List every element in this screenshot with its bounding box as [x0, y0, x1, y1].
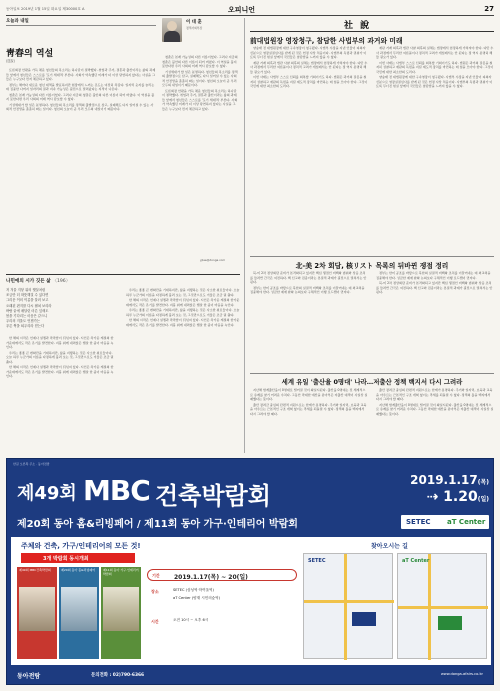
editorial-paragraph: 정부는 한미 공조를 바탕으로 북한의 실질적 비핵화 조치를 이끌어내는 데 외교력을 집중해야 한다. 성급한 제재 완화 논의보다 구체적인 이행 로드맵이 먼저다.: [376, 271, 491, 280]
ad-date-start-day: (목): [477, 479, 489, 486]
poem-paragraph: 우리는 종종 큰 변화만을 기대하지만, 삶을 지탱하는 것은 사소한 위로들이다. 오늘 하루 누군가의 이름을 다정하게 불러 보는 것, 그것만으로도 겨울은 조금 덜 춥다.: [126, 308, 240, 317]
ad-date-end-day: (일): [477, 496, 489, 503]
ad-expo-label: 제11회 동아 가구·인테리어 박람회: [103, 568, 139, 576]
poem-line: 우리의 겨울도 언젠가는: [6, 319, 40, 324]
column-body-continued: [162, 55, 238, 255]
ad-headline: 건축박람회: [155, 482, 271, 510]
column-paragraph: 청춘은 본래 가능성의 다른 이름이었다. 그러나 지금의 청춘은 불안의 다른 이름이 되어 버렸다. 이 역설을 풀지 못한다면 우리 사회의 미래 역시 담보할 수 없다.: [162, 55, 238, 68]
ad-subheadline: 제20회 동아 홈&리빙페어 / 제11회 동아 가구·인테리어 박람회: [17, 519, 298, 530]
editorial-body: [376, 388, 494, 452]
ad-headline-row: [17, 473, 317, 513]
poem-kicker: [6, 278, 70, 284]
ad-details: [147, 567, 297, 657]
masthead-info: 동아일보 2019년 1월 15일 화요일 제30000호 A: [6, 7, 85, 11]
ad-route-title: 찾아오시는 길: [371, 543, 408, 550]
editorial-paragraph: 이번 사태는 사법부 스스로 신뢰를 회복할 기회이기도 하다. 법원은 과거의 잘못을 철저히 성찰하고 재판의 독립을 지킬 제도적 장치를 마련하는 데 힘을 모아야 한다. 그것이 국민에 대한 최소한의 도리다.: [250, 75, 368, 88]
editorial-paragraph: 출산 장려금 중심의 단편적 지원으로는 한계가 분명하다. 주거와 일자리, 보육과 교육을 아우르는 근본적인 구조 개혁 없이는 추세를 되돌릴 수 없다. 정책의 틀을 백지에서 다시 그려야 할 때다.: [376, 388, 493, 401]
poem-line: 바람 끝에 매달린 마른 잎새도: [6, 308, 49, 313]
ad-hours-value: 오전 10시 ~ 오후 6시: [173, 618, 209, 622]
column-paragraph: 청춘은 본래 가능성의 다른 이름이었다. 그러나 지금의 청춘은 불안의 다른 이름이 되어 버렸다. 이 역설을 풀지 못한다면 우리 사회의 미래 역시 담보할 수 없다.: [6, 92, 155, 101]
ad-hours-row: [147, 617, 297, 629]
editorial-rule: [250, 31, 494, 32]
setec-logo: SETEC: [406, 518, 431, 526]
poem-section: [6, 278, 240, 454]
editorial-section: [250, 18, 494, 453]
ad-footer-org: 동아전람: [17, 673, 41, 680]
poem-line: 오래된 편지를 다시 펼쳐 보리라: [6, 303, 52, 308]
ad-period-row: [147, 569, 297, 581]
ad-place-setec: SETEC (삼성역·학여울역): [173, 588, 214, 592]
ad-expo-photo: [61, 587, 97, 631]
poem-commentary: [6, 336, 116, 451]
poem-line: 푸른 싹을 틔우리라 믿는다: [6, 324, 45, 329]
ad-expo-box-1: [17, 567, 57, 659]
setec-map-label: SETEC: [308, 558, 326, 564]
column-body: [6, 68, 156, 266]
editorial-headline: 前대법원장 영장청구, 참담한 사법부의 과거와 미래: [250, 37, 403, 45]
poem-line: 조금만 더 따뜻해질 수 있다면: [6, 293, 49, 298]
ad-expo-box-3: [101, 567, 141, 659]
ad-edition: 제49회: [17, 483, 77, 504]
ad-place-label: 장소: [151, 589, 159, 594]
poem-paragraph: 우리는 종종 큰 변화만을 기대하지만, 삶을 지탱하는 것은 사소한 위로들이다. 오늘 하루 누군가의 이름을 다정하게 불러 보는 것, 그것만으로도 겨울은 조금 덜 춥다.: [6, 350, 114, 364]
editorial-headline: 北-美 2차 회담, 核リスト 목록의 뒤바뀐 쟁점 정리: [295, 262, 449, 270]
editorial-paragraph: 정부는 한미 공조를 바탕으로 북한의 실질적 비핵화 조치를 이끌어내는 데 외교력을 집중해야 한다. 성급한 제재 완화 논의보다 구체적인 이행 로드맵이 먼저다.: [250, 285, 365, 294]
author-photo: [162, 18, 182, 42]
ad-place-at: aT Center (양재 시민의숲역): [173, 596, 221, 600]
editorial-body: [250, 46, 368, 236]
poem-kicker-text: 나민애의 시가 깃든 삶: [6, 279, 51, 284]
section-title: 오피니언: [228, 6, 256, 14]
ad-map-at: [397, 553, 487, 659]
editorial-body: [250, 388, 368, 452]
column-section: [6, 18, 156, 268]
editorial-paragraph: 지난해 합계출산율이 0명대로 떨어질 것이 확실시된다. 출산율 0명대는 전 세계적으로 유례를 찾기 어려운 수치다. 그동안 막대한 예산을 쏟아부은 저출산 대책이 사실상 실패했다는 뜻이다.: [250, 388, 368, 401]
at-center-logo: aT Center: [447, 518, 486, 526]
header-rule: [6, 15, 494, 16]
editorial-body: [376, 46, 494, 236]
editorial-paragraph: 북-미 2차 정상회담 준비가 본격화되고 있지만 핵심 쟁점인 비핵화 범위와 상응 조치를 둘러싼 간극은 여전하다. 핵 신고와 검증이라는 본질적 과제가 뒷전으로 밀려서는 안 된다.: [376, 281, 493, 294]
column-rule: [6, 25, 156, 26]
page-number: 27: [484, 5, 494, 13]
ad-expo-photo: [103, 587, 139, 631]
column-kicker: 오늘과 내일: [6, 19, 29, 24]
ad-expo-label: 제20회 동아 홈&리빙페어: [61, 568, 96, 572]
editorial-body: [250, 271, 368, 367]
editorial-paragraph: 지난해 합계출산율이 0명대로 떨어질 것이 확실시된다. 출산율 0명대는 전 세계적으로 유례를 찾기 어려운 수치다. 그동안 막대한 예산을 쏟아부은 저출산 대책이 사실상 실패했다는 뜻이다.: [376, 402, 494, 416]
poem-paragraph: 한 해의 시작은 언제나 설렘과 막막함이 뒤섞여 있다. 시인은 차가운 계절의 한가운데에서도 작은 온기를 발견한다. 지붕 위에 내려앉은 햇살 한 줌이 마음을 녹인다.: [126, 318, 240, 327]
ad-info-sub: 3개 박람회 동시개최: [43, 556, 89, 562]
poem-paragraph: 한 해의 시작은 언제나 설렘과 막막함이 뒤섞여 있다. 시인은 차가운 계절의 한가운데에서도 작은 온기를 발견한다. 지붕 위에 내려앉은 햇살 한 줌이 마음을 녹인다.: [6, 365, 114, 378]
ad-period-label: 기간: [152, 573, 160, 578]
poem-line: 저 겨울 지붕 위의 햇살처럼: [6, 288, 46, 292]
column-paragraph: 기성세대가 할 일은 분명하다. 청년들의 목소리를 정책의 출발점으로 삼고, 실패해도 다시 일어설 수 있는 사회적 안전망을 촘촘히 짜는 일이다. 청년의 오늘이 곧 우리 모두의 내일이기 때문이다.: [162, 69, 238, 87]
column-paragraph: 정부는 해마다 새로운 청년 대책을 발표하지만 현장에서 느끼는 온도는 여전히 차갑다. 일자리 숫자를 늘리는 데 집중한 나머지 일자리의 질과 지속 가능성은 뒷전으로 밀려났다는 지적이 나온다.: [6, 82, 155, 91]
poem-paragraph: 한 해의 시작은 언제나 설렘과 막막함이 뒤섞여 있다. 시인은 차가운 계절의 한가운데에서도 작은 온기를 발견한다. 지붕 위에 내려앉은 햇살 한 줌이 마음을 녹인다.: [126, 298, 240, 307]
ad-brand: MBC: [83, 474, 150, 507]
column-paragraph: 토론회장 안팎을 가득 채운 청년들의 목소리는 하나같이 절박했다. 취업과 주거, 결혼과 출산이라는 삶의 과제들 앞에서 청년들은 스스로를 '포기 세대'라 부른다. 사회가 약속했던 미래가 더 이상 당연하지 않다는 사실을 그들은 누구보다 먼저 체감하고 있다.: [162, 88, 238, 111]
ad-date-end: ⇢ 1.20(일): [426, 489, 489, 505]
ad-hours-label: 시간: [151, 619, 159, 624]
poem-number: 〈196〉: [52, 279, 71, 284]
poem-paragraph: 우리는 종종 큰 변화만을 기대하지만, 삶을 지탱하는 것은 사소한 위로들이다. 오늘 하루 누군가의 이름을 다정하게 불러 보는 것, 그것만으로도 겨울은 조금 덜 춥다.: [126, 288, 240, 297]
editorial-paragraph: 북-미 2차 정상회담 준비가 본격화되고 있지만 핵심 쟁점인 비핵화 범위와 상응 조치를 둘러싼 간극은 여전하다. 핵 신고와 검증이라는 본질적 과제가 뒷전으로 밀려서는 안 된다.: [250, 271, 367, 284]
poem-rule-top: [6, 274, 240, 275]
ad-date-start: [401, 473, 489, 487]
ad-expo-photo: [19, 587, 55, 631]
poem-commentary: [126, 288, 240, 451]
ad-top-note: 한길 오른쪽 주소 · 동아전람: [13, 462, 50, 466]
ad-venue-logos: [401, 515, 489, 529]
ad-place-row: [147, 587, 297, 617]
column-divider: [244, 18, 245, 453]
ad-footer-site: www.donga-afairs.co.kr: [440, 672, 483, 676]
ad-date-box: [401, 473, 489, 513]
ad-period-value: 2019.1.17(목) ~ 20(일): [174, 574, 248, 581]
author-role: 정책사회부장: [186, 26, 203, 30]
ad-info-title: 주체와 건축, 가구/인테리어의 모든 것!: [21, 542, 141, 550]
author-block: [162, 18, 238, 50]
poem-line: 봄을 기다리는 마음은 같으니: [6, 314, 48, 319]
column-email: yjlee@donga.com: [200, 258, 226, 262]
ad-date-end-text: 1.20: [443, 489, 478, 505]
column-title: 靑春의 역설: [6, 49, 54, 59]
poem-paragraph: 한 해의 시작은 언제나 설렘과 막막함이 뒤섞여 있다. 시인은 차가운 계절의 한가운데에서도 작은 온기를 발견한다. 지붕 위에 내려앉은 햇살 한 줌이 마음을 녹인다.: [6, 336, 114, 349]
ad-footer: [11, 669, 491, 681]
column-subtitle: (逆說): [6, 59, 15, 63]
ad-banner: [6, 458, 494, 685]
editorial-body: [376, 271, 494, 367]
editorial-paragraph: 양승태 전 대법원장에 대한 구속영장이 청구됐다. 사법부 수장을 지낸 인물이 피의자 신분으로 영장실질심사를 받게 된 것은 헌정 사상 처음이다. 사법부의 독립과 권위가 이토록 무너진 현실 앞에서 국민들은 참담함을 느끼지 않을 수 없다.: [376, 75, 493, 88]
editorial-paragraph: 출산 장려금 중심의 단편적 지원으로는 한계가 분명하다. 주거와 일자리, 보육과 교육을 아우르는 근본적인 구조 개혁 없이는 추세를 되돌릴 수 없다. 정책의 틀을 백지에서 다시 그려야 할 때다.: [250, 402, 367, 416]
editorial-paragraph: 이번 사태는 사법부 스스로 신뢰를 회복할 기회이기도 하다. 법원은 과거의 잘못을 철저히 성찰하고 재판의 독립을 지킬 제도적 장치를 마련하는 데 힘을 모아야 한다. 그것이 국민에 대한 최소한의 도리다.: [376, 60, 494, 74]
editorial-paragraph: 재판 거래 의혹과 법관 사찰 의혹의 실체는 법정에서 엄정하게 가려져야 한다. 다만 수사 과정에서 무리한 여론몰이나 정치적 고려가 개입돼서는 안 된다는 점 역시 분명히 해 둘 필요가 있다.: [250, 60, 368, 74]
column-paragraph: 기성세대가 할 일은 분명하다. 청년들의 목소리를 정책의 출발점으로 삼고, 실패해도 다시 일어설 수 있는 사회적 안전망을 촘촘히 짜는 일이다. 청년의 오늘이 곧 우리 모두의 내일이기 때문이다.: [6, 102, 154, 111]
editorial-label: 社 說: [344, 21, 372, 31]
at-center-map-label: aT Center: [402, 558, 430, 564]
editorial-rule: [250, 256, 494, 257]
column-paragraph: 토론회장 안팎을 가득 채운 청년들의 목소리는 하나같이 절박했다. 취업과 주거, 결혼과 출산이라는 삶의 과제들 앞에서 청년들은 스스로를 '포기 세대'라 부른다. 사회가 약속했던 미래가 더 이상 당연하지 않다는 사실을 그들은 누구보다 먼저 체감하고 있다.: [6, 68, 156, 81]
ad-date-start-text: 2019.1.17: [410, 473, 478, 487]
masthead: [6, 6, 494, 14]
editorial-paragraph: 재판 거래 의혹과 법관 사찰 의혹의 실체는 법정에서 엄정하게 가려져야 한다. 다만 수사 과정에서 무리한 여론몰이나 정치적 고려가 개입돼서는 안 된다는 점 역시 분명히 해 둘 필요가 있다.: [376, 46, 494, 59]
ad-map-setec: [303, 553, 393, 659]
ad-info-sub-box: [21, 553, 135, 563]
poem-line: 그리운 이의 이름을 불러 보고: [6, 298, 49, 303]
ad-footer-phone: 문의전화 : 02)790-6366: [91, 673, 145, 678]
ad-info-panel: [11, 537, 491, 665]
ad-expo-label: 제49회 MBC건축박람회: [19, 568, 51, 572]
poem-lines: [6, 288, 116, 330]
editorial-rule: [250, 373, 494, 374]
editorial-headline: 세계 유일 '출산율 0명대' 나라…저출산 정책 백지서 다시 그려라: [281, 378, 463, 386]
editorial-paragraph: 양승태 전 대법원장에 대한 구속영장이 청구됐다. 사법부 수장을 지낸 인물이 피의자 신분으로 영장실질심사를 받게 된 것은 헌정 사상 처음이다. 사법부의 독립과 권위가 이토록 무너진 현실 앞에서 국민들은 참담함을 느끼지 않을 수 없다.: [250, 46, 367, 59]
author-name: 이 대 훈: [186, 20, 202, 25]
ad-expo-box-2: [59, 567, 99, 659]
